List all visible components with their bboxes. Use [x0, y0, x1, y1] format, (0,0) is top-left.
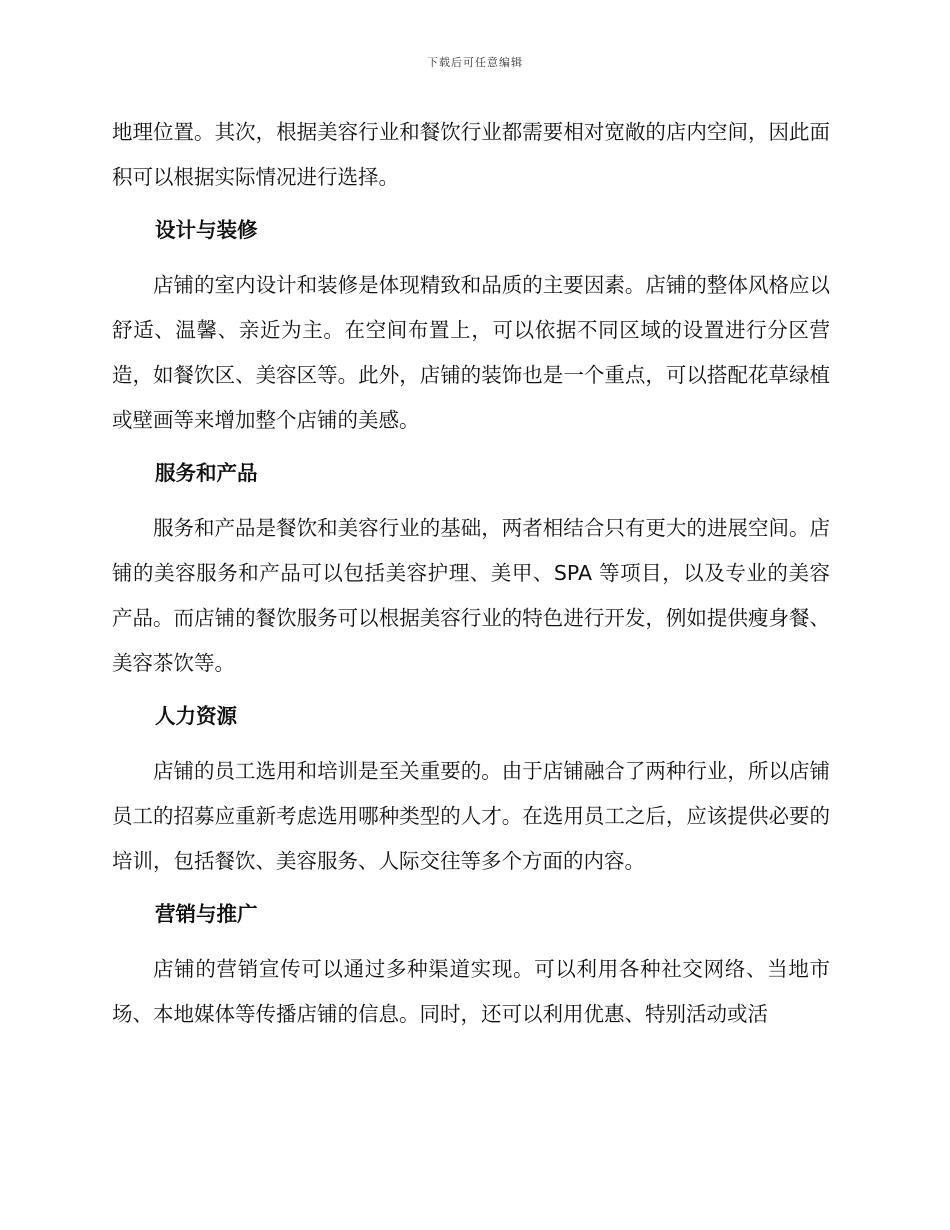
document-body — [112, 110, 830, 1037]
section-heading-marketing: 营销与推广 — [155, 902, 258, 926]
section-heading-hr: 人力资源 — [155, 704, 237, 728]
paragraph-location-continued: 地理位置。其次，根据美容行业和餐饮行业都需要相对宽敞的店内空间，因此面积可以根据实际情况进行选择。 — [112, 120, 830, 189]
paragraph-marketing: 店铺的营销宣传可以通过多种渠道实现。可以利用各种社交网络、当地市场、本地媒体等传播店铺的信息。同时，还可以利用优惠、特别活动或活 — [112, 957, 830, 1026]
page-header-note: 下载后可任意编辑 — [427, 56, 523, 69]
paragraph-hr: 店铺的员工选用和培训是至关重要的。由于店铺融合了两种行业，所以店铺员工的招募应重新考虑选用哪种类型的人才。在选用员工之后，应该提供必要的培训，包括餐饮、美容服务、人际交往等多个方面的内容。 — [112, 759, 830, 873]
paragraph-services: 服务和产品是餐饮和美容行业的基础，两者相结合只有更大的进展空间。店铺的美容服务和产品可以包括美容护理、美甲、SPA 等项目，以及专业的美容产品。而店铺的餐饮服务可以根据美容行业的特色进行开发，例如提供瘦身餐、美容茶饮等。 — [112, 516, 830, 675]
section-heading-services: 服务和产品 — [155, 461, 258, 485]
section-heading-design: 设计与装修 — [155, 218, 258, 242]
paragraph-design: 店铺的室内设计和装修是体现精致和品质的主要因素。店铺的整体风格应以舒适、温馨、亲近为主。在空间布置上，可以依据不同区域的设置进行分区营造，如餐饮区、美容区等。此外，店铺的装饰也是一个重点，可以搭配花草绿植或壁画等来增加整个店铺的美感。 — [112, 273, 830, 432]
